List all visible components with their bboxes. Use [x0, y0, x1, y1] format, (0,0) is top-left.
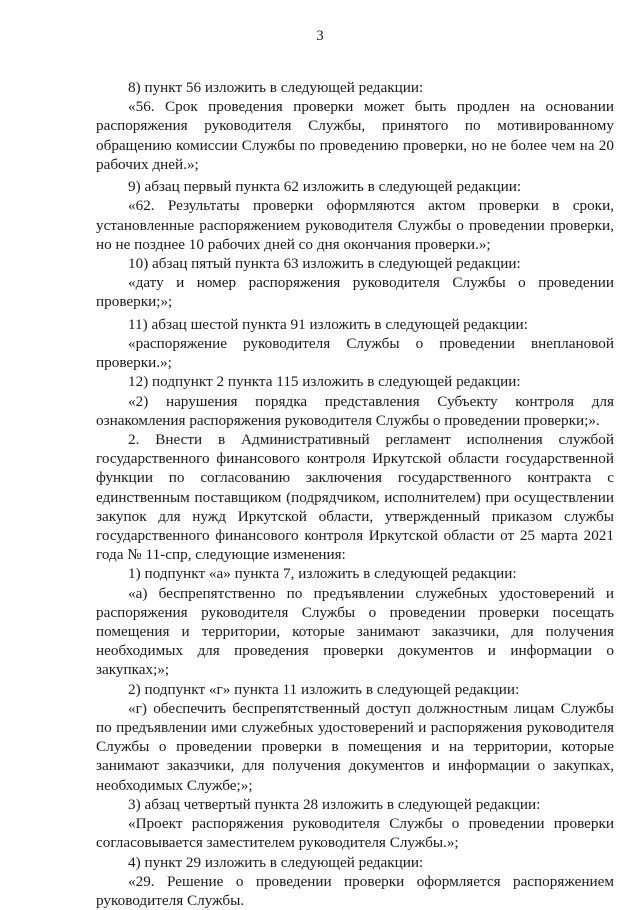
document-body [96, 78, 614, 910]
paragraph-sub-3: 3) абзац четвертый пункта 28 изложить в следующей редакции: [128, 795, 541, 813]
paragraph-sub-2: 2) подпункт «г» пункта 11 изложить в следующей редакции: [128, 680, 520, 698]
paragraph-item-115-text: «2) нарушения порядка представления Субъекту контроля для ознакомления распоряжения руководителя Службы о проведении проверки;». [96, 392, 614, 429]
paragraph-item-12: 12) подпункт 2 пункта 115 изложить в следующей редакции: [128, 373, 521, 391]
paragraph-item-9: 9) абзац первый пункта 62 изложить в следующей редакции: [128, 178, 522, 196]
paragraph-sub-2-text: «г) обеспечить беспрепятственный доступ должностным лицам Службы по предъявлении ими служебных удостоверений и распоряжения руководителя Службы о проведении проверки в помещения и на территории, которые занимают заказчики, для получения документов и информации о закупках, необходимых Службе;»; [96, 699, 614, 794]
paragraph-item-91-text: «распоряжение руководителя Службы о проведении внеплановой проверки.»; [96, 335, 614, 372]
page-number: 3 [316, 28, 324, 44]
paragraph-sub-4-text: «29. Решение о проведении проверки оформляется распоряжением руководителя Службы. [96, 872, 614, 909]
paragraph-item-10: 10) абзац пятый пункта 63 изложить в следующей редакции: [128, 255, 521, 273]
paragraph-item-11: 11) абзац шестой пункта 91 изложить в следующей редакции: [128, 315, 528, 333]
paragraph-sub-4: 4) пункт 29 изложить в следующей редакции: [128, 853, 424, 871]
paragraph-sub-3-text: «Проект распоряжения руководителя Службы о проведении проверки согласовывается заместителем руководителя Службы.»; [96, 815, 614, 852]
paragraph-section-2: 2. Внести в Административный регламент исполнения службой государственного финансового контроля Иркутской области государственной функции по согласованию заключения государственного контракта с единственным поставщиком (подрядчиком, исполнителем) при осуществлении закупок для нужд Иркутской области, утвержденный приказом службы государственного финансового контроля Иркутской области от 25 марта 2021 года № 11-спр, следующие изменения: [96, 431, 614, 564]
paragraph-sub-1-text: «а) беспрепятственно по предъявлении служебных удостоверений и распоряжения руководителя Службы о проведении проверки посещать помещения и территории, которые занимают заказчики, для получения необходимых для проведения проверки документов и информации о закупках;»; [96, 584, 614, 679]
paragraph-item-62-text: «62. Результаты проверки оформляются актом проверки в сроки, установленные распоряжением руководителя Службы о проведении проверки, но не позднее 10 рабочих дней со дня окончания проверки.»; [96, 197, 614, 253]
paragraph-item-8: 8) пункт 56 изложить в следующей редакции: [128, 79, 424, 96]
paragraph-item-63-text: «дату и номер распоряжения руководителя Службы о проведении проверки;»; [96, 274, 614, 311]
paragraph-item-56-text: «56. Срок проведения проверки может быть продлен на основании распоряжения руководителя Службы, принятого по мотивированному обращению комиссии Службы по проведению проверки, но не более чем на 20 рабочих дней.»; [96, 98, 614, 173]
paragraph-sub-1: 1) подпункт «а» пункта 7, изложить в следующей редакции: [128, 565, 517, 583]
